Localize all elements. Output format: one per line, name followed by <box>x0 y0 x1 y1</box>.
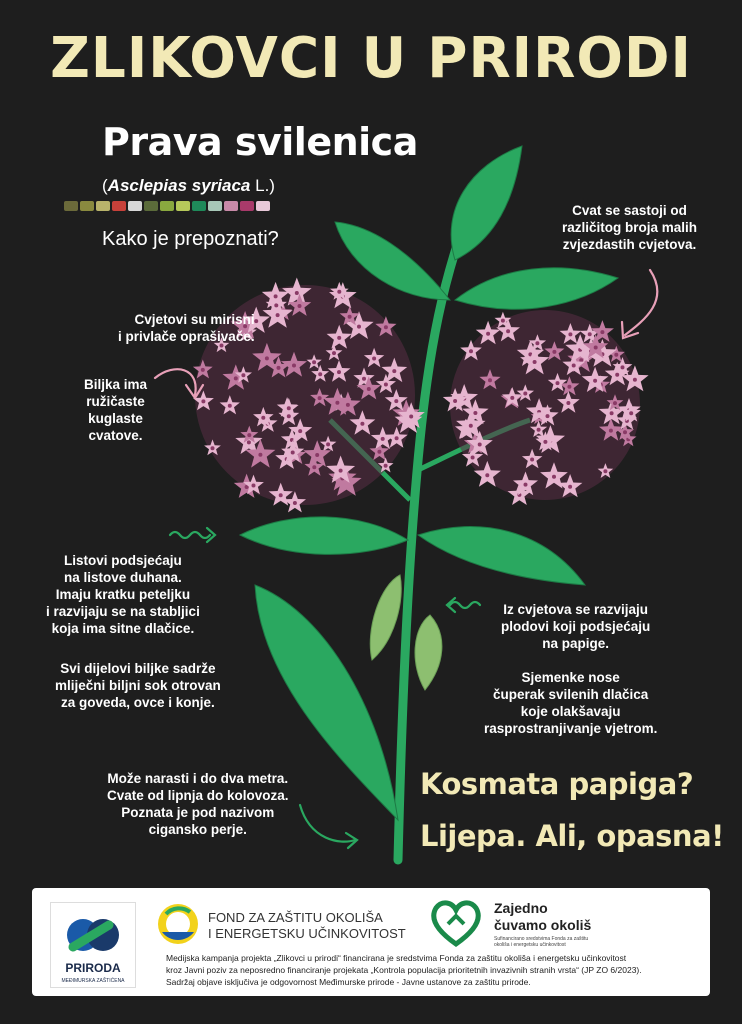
flower-center <box>501 319 505 323</box>
flower-center <box>381 437 385 441</box>
flower-center <box>510 396 514 400</box>
flower-center <box>567 385 571 389</box>
flower-center <box>523 392 527 396</box>
flower-center <box>201 368 205 372</box>
note-scent: Cvjetovi su mirisni i privlače oprašivače. <box>118 312 255 344</box>
flower-center <box>274 294 278 298</box>
flower-center <box>588 332 592 336</box>
flower-center <box>469 424 473 428</box>
flower-center <box>265 356 269 360</box>
flower-center <box>615 373 619 377</box>
fond-name: FOND ZA ZAŠTITU OKOLIŠA I ENERGETSKU UČINKOVITOST <box>208 910 406 941</box>
fond-logo-icon <box>156 902 200 946</box>
leaf-top <box>451 146 522 260</box>
flower-center <box>629 411 633 415</box>
flower-center <box>471 456 475 460</box>
flower-center <box>318 372 322 376</box>
flower-center <box>409 415 413 419</box>
flower-center <box>337 370 341 374</box>
flower-center <box>603 469 607 473</box>
flower-center <box>228 404 232 408</box>
flower-center <box>360 422 364 426</box>
flower-center <box>395 436 399 440</box>
flower-center <box>537 428 541 432</box>
poster-title: ZLIKOVCI U PRIRODI <box>50 26 692 91</box>
flower-center <box>594 346 598 350</box>
arrow-inflorescence <box>625 270 657 335</box>
flower-center <box>295 291 299 295</box>
flower-center <box>384 325 388 329</box>
flower-center <box>633 378 637 382</box>
flower-center <box>600 330 604 334</box>
note-height: Može narasti i do dva metra. Cvate od lipnja do kolovoza. Poznata je pod nazivom cigansko perje. <box>107 771 289 837</box>
leaf-upper-right <box>455 268 618 309</box>
flower-center <box>279 493 283 497</box>
flower-center <box>258 453 262 457</box>
flower-center <box>556 381 560 385</box>
flower-center <box>287 414 291 418</box>
flower-center <box>613 401 617 405</box>
note-inflorescence: Cvat se sastoji od različitog broja malih zvjezdastih cvjetova. <box>562 203 698 252</box>
flower-center <box>211 446 215 450</box>
flower-center <box>524 483 528 487</box>
flower-center <box>568 332 572 336</box>
flower-center <box>346 403 350 407</box>
flower-center <box>568 485 572 489</box>
priroda-logo-label: PRIRODA <box>65 961 121 975</box>
priroda-logo-icon <box>51 903 135 963</box>
flower-center <box>372 357 376 361</box>
leaf-mid-left <box>240 517 408 555</box>
flower-center <box>252 484 256 488</box>
flower-center <box>593 379 597 383</box>
flower-center <box>241 373 245 377</box>
flower-center <box>621 365 625 369</box>
question: Kako je prepoznati? <box>102 228 279 250</box>
flower-center <box>469 349 473 353</box>
flower-center <box>552 475 556 479</box>
flower-center <box>287 406 291 410</box>
flower-center <box>610 411 614 415</box>
flower-center <box>488 378 492 382</box>
flower-center <box>276 313 280 317</box>
flower-center <box>312 360 316 364</box>
seed-pod-2 <box>415 615 442 690</box>
flower-center <box>298 429 302 433</box>
flower-center <box>348 315 352 319</box>
flower-center <box>201 399 205 403</box>
flower-center <box>274 303 278 307</box>
squiggle-leaves <box>170 532 210 538</box>
flower-center <box>384 383 388 387</box>
flower-center <box>337 336 341 340</box>
species-name: Prava svilenica <box>102 120 418 164</box>
flower-center <box>362 377 366 381</box>
flower-center <box>261 416 265 420</box>
zajedno-sub: Sufinancirano sredstvima Fonda za zaštitu okoliša i energetsku učinkovitost <box>494 936 589 948</box>
seed-pod-1 <box>370 575 401 660</box>
right-flower-cluster <box>443 310 649 505</box>
leaf-mid-right <box>418 527 585 585</box>
flower-center <box>506 329 510 333</box>
priroda-logo <box>50 902 136 988</box>
latin-author: L.) <box>250 176 275 195</box>
flower-center <box>247 433 251 437</box>
note-seeds: Sjemenke nose čuperak svilenih dlačica koje olakšavaju rasprostranjivanje vjetrom. <box>484 670 658 736</box>
flower-center <box>315 453 319 457</box>
flower-center <box>377 450 381 454</box>
flower-center <box>291 451 295 455</box>
flower-center <box>394 399 398 403</box>
flower-center <box>339 469 343 473</box>
leaf-upper-left <box>335 222 450 300</box>
squiggle-fruits <box>450 602 480 608</box>
flower-center <box>277 366 281 370</box>
flower-center <box>614 353 618 357</box>
flower-center <box>546 414 550 418</box>
flower-center <box>486 332 490 336</box>
flower-center <box>572 364 576 368</box>
note-leaves: Listovi podsjećaju na listove duhana. Imaju kratku peteljku i razvijaju se na stabljici koja ima sitne dlačice. <box>46 553 200 636</box>
flower-center <box>312 465 316 469</box>
tagline: Kosmata papiga? Lijepa. Ali, opasna! <box>420 767 724 853</box>
flower-center <box>332 351 336 355</box>
flower-center <box>293 501 297 505</box>
flower-center <box>566 401 570 405</box>
flower-center <box>367 387 371 391</box>
flower-center <box>535 341 539 345</box>
flower-center <box>326 442 330 446</box>
latin-genus-species: Asclepias syriaca <box>107 176 251 195</box>
flower-center <box>453 399 457 403</box>
flower-center <box>530 458 534 462</box>
flower-center <box>384 464 388 468</box>
heart-recycle-icon <box>426 896 486 950</box>
flower-center <box>392 369 396 373</box>
flower-center <box>543 440 547 444</box>
flower-center <box>298 304 302 308</box>
note-poison: Svi dijelovi biljke sadrže mliječni biljni sok otrovan za goveda, ovce i konje. <box>55 661 221 710</box>
flower-center <box>485 473 489 477</box>
flower-center <box>234 376 238 380</box>
note-pink: Biljka ima ružičaste kuglaste cvatove. <box>84 377 148 443</box>
note-fruits: Iz cvjetova se razvijaju plodovi koji podsjećaju na papige. <box>501 602 651 651</box>
flower-center <box>247 440 251 444</box>
flower-center <box>473 411 477 415</box>
flower-center <box>254 319 258 323</box>
flower-center <box>552 350 556 354</box>
flower-center <box>609 429 613 433</box>
flower-center <box>478 443 482 447</box>
flower-center <box>335 401 339 405</box>
flower-center <box>337 290 341 294</box>
flower-center <box>357 325 361 329</box>
footer <box>32 888 710 996</box>
flower-center <box>623 430 627 434</box>
priroda-logo-sub: MEĐIMURSKA ZAŠTIĆENA <box>61 978 125 984</box>
arrow-height <box>300 805 355 842</box>
zajedno-title: Zajedno čuvamo okoliš <box>494 900 592 933</box>
flower-center <box>318 396 322 400</box>
latin-open: ( <box>102 176 108 195</box>
disclaimer: Medijska kampanja projekta „Zlikovci u prirodi“ financirana je sredstvima Fonda za zaštitu okoliša i energetsku učinkovitost kroz Javni poziv za neposredno financiranje projekata „Kontrola populacija prioritetnih invazivnih stranih vrsta“ (JP ZO 6/2023). Sadržaj objave isključiva je odgovornost Međimurske prirode - Javne ustanove za zaštitu prirode. <box>166 953 642 987</box>
flower-center <box>292 364 296 368</box>
flower-center <box>533 360 537 364</box>
